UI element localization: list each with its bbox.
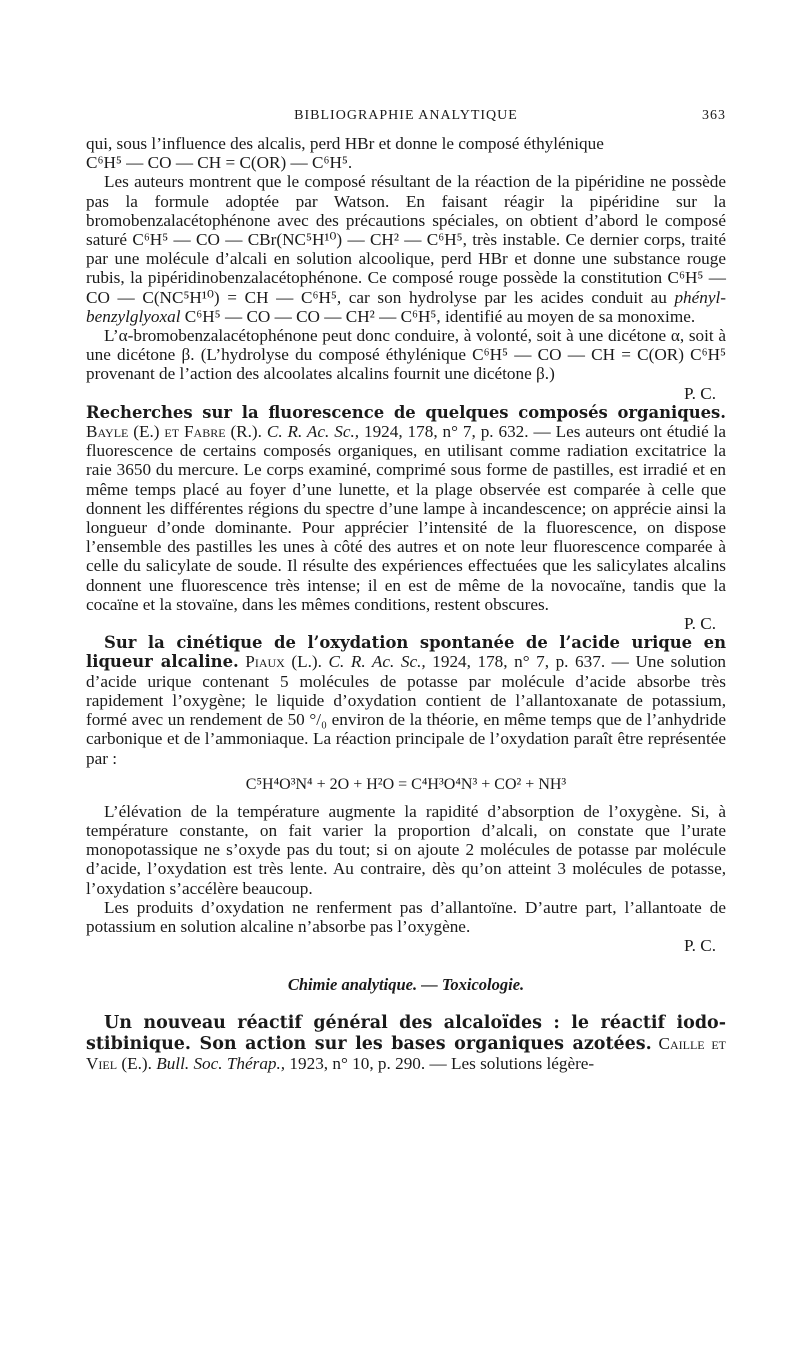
article-2-signature: P. C.	[683, 936, 716, 956]
reaction-formula: C⁵H⁴O³N⁴ + 2O + H²O = C⁴H³O⁴N³ + CO² + NH³	[245, 775, 567, 793]
intro-line-1: qui, sous l’influence des alcalis, perd HBr et donne le composé éthylénique	[86, 134, 604, 153]
article-2-journal: C. R. Ac. Sc.,	[328, 652, 426, 672]
article-2-authors: Piaux (L.).	[245, 652, 322, 672]
article-1-signature: P. C.	[683, 614, 716, 634]
article-1-journal: C. R. Ac. Sc.,	[266, 422, 360, 442]
running-header	[86, 108, 726, 134]
article-2	[86, 633, 726, 767]
section-heading: Chimie analytique. — Toxicologie.	[287, 975, 525, 995]
intro-p2-text: Les auteurs montrent que le composé résultant de la réaction de la pipéridine ne possède pas la formule adoptée par Watson. En faisant réagir la pipéridine sur la bromobenzalacétophénone avec des précautions spéciales, on obtient d’abord le composé saturé C⁶H⁵ — CO — CBr(NC⁵H¹⁰) — CH² — C⁶H⁵, très instable. Ce dernier corps, traité par une molécule d’alcali en solution alcoolique, perd HBr et donne une substance rouge rubis, la pipéridinobenzalacétophénone. Ce composé rouge possède la constitution C⁶H⁵ — CO — C(NC⁵H¹⁰) = CH — C⁶H⁵, car son hydrolyse par les acides conduit au	[86, 172, 726, 307]
article-1	[86, 403, 726, 614]
article-1-title: Recherches sur la fluorescence de quelques composés organiques.	[86, 402, 726, 422]
article-3-journal: Bull. Soc. Thérap.,	[156, 1053, 286, 1073]
page-number: 363	[702, 108, 726, 123]
article-3	[86, 1013, 726, 1073]
intro-paragraph-2	[86, 172, 726, 326]
article-1-body: Les auteurs ont étudié la fluorescence de certains composés organiques, en utilisant comme radiation excitatrice la raie 3650 du mercure. Le corps examiné, comprimé sous forme de pastilles, est irradié et en même temps placé au foyer d’une lunette, et la plage observée est comparée à celle que donnent les différentes régions du spectre d’une lampe à incandescence; on apprécie ainsi la longueur d’onde dominante. Pour apprécier l’intensité de la fluorescence, on dispose l’ensemble des pastilles les unes à côté des autres et on note leur fluorescence comparée à celle du salicylate de soude. Il résulte des expériences effectuées que les salicylates alcalins donnent une fluorescence très intense; il en est de même de la novocaïne, tandis que la cocaïne et la stovaïne, dans les mêmes conditions, restent obscures.	[86, 422, 727, 614]
article-2-body: Une solution d’acide urique contenant 5 molécules de potasse par molécule d’acide absorbe très rapidement l’oxygène; le liquide d’oxydation contient de l’allantoxanate de potassium, formé avec un rendement de 50 °/₀ environ de la théorie, en même temps que de l’anhydride carbonique et de l’ammoniaque. La réaction principale de l’oxydation paraît être représentée par :	[86, 652, 727, 768]
article-1-ref: 1924, 178, n° 7, p. 632. —	[363, 422, 551, 442]
article-2-paragraph-3: Les produits d’oxydation ne renferment pas d’allantoïne. D’autre part, l’allantoate de potassium en solution alcaline n’absorbe pas l’oxygène.	[86, 897, 726, 936]
header-title: BIBLIOGRAPHIE ANALYTIQUE	[294, 108, 518, 123]
article-1-authors: Bayle (E.) et Fabre (R.).	[86, 422, 262, 442]
article-2-paragraph-2: L’élévation de la température augmente la rapidité d’absorption de l’oxygène. Si, à température constante, on fait varier la proportion d’alcali, on constate que l’urate monopotassique ne s’oxyde pas du tout; si on ajoute 2 molécules de potasse par molécule d’acide, l’oxydation est très lente. Au contraire, dès qu’on atteint 3 molécules de potasse, l’oxydation s’accélère beaucoup.	[86, 801, 726, 898]
intro-p2-end: C⁶H⁵ — CO — CO — CH² — C⁶H⁵, identifié au moyen de sa monoxime.	[184, 306, 696, 326]
article-2-title: Sur la cinétique de l’oxydation spontanée de l’acide urique en liqueur alcaline.	[86, 633, 726, 672]
article-2-ref: 1924, 178, n° 7, p. 637. —	[432, 652, 629, 672]
article-3-ref: 1923, n° 10, p. 290. — Les solutions légère-	[289, 1053, 595, 1073]
intro-signature: P. C.	[683, 383, 716, 403]
article-3-authors: Caille et Viel (E.).	[86, 1033, 726, 1073]
intro-line-2: C⁶H⁵ — CO — CH = C(OR) — C⁶H⁵.	[86, 153, 353, 173]
intro-paragraph-3: L’α-bromobenzalacétophénone peut donc conduire, à volonté, soit à une dicétone α, soit à une dicétone β. (L’hydrolyse du composé éthylénique C⁶H⁵ — CO — CH = C(OR) C⁶H⁵ provenant de l’action des alcoolates alcalins fournit une dicétone β.)	[86, 326, 726, 384]
article-3-title: Un nouveau réactif général des alcaloïdes : le réactif iodo-stibinique. Son action sur les bases organiques azotées.	[86, 1013, 726, 1054]
intro-p2-italic: phényl-benzylglyoxal	[86, 287, 726, 326]
document-page	[86, 108, 726, 1073]
